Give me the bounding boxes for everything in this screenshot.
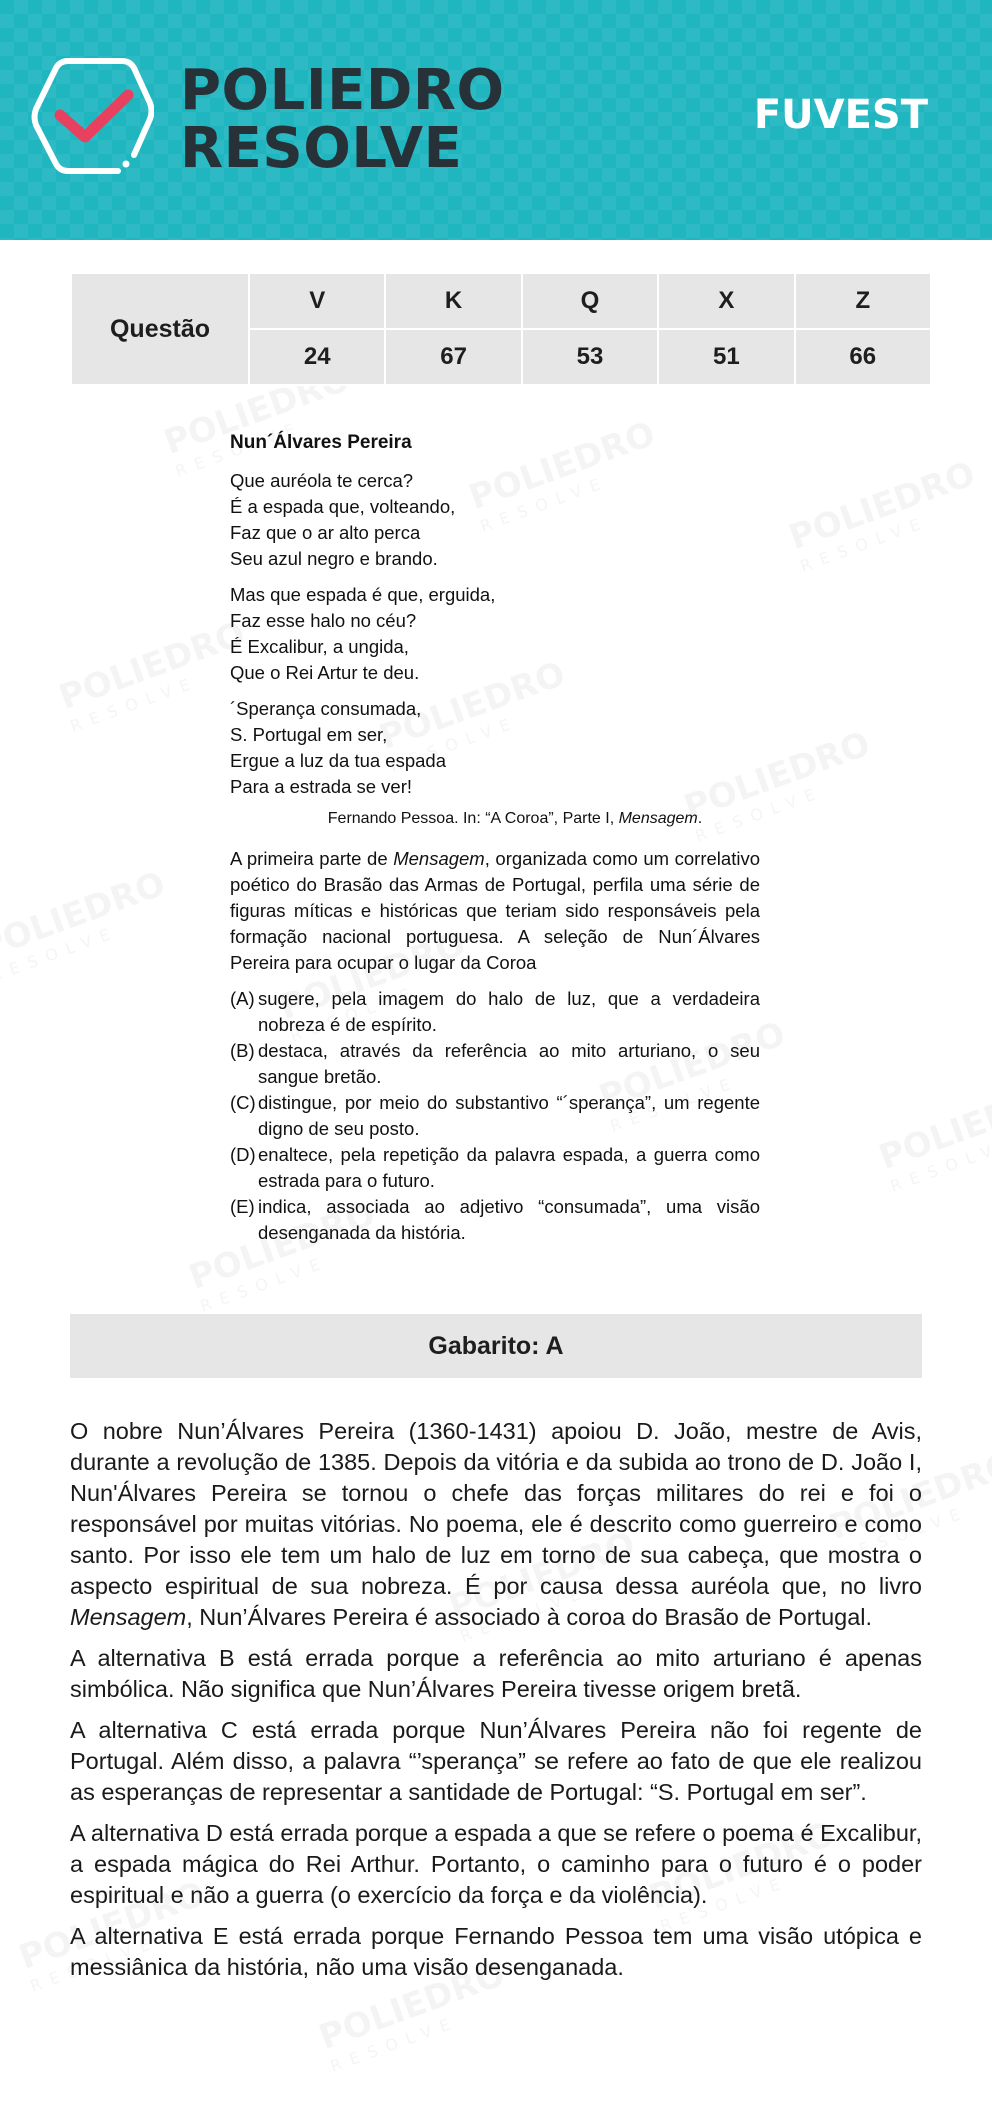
watermark [786,459,989,582]
poem-verse: É a espada que, volteando, [230,496,456,517]
question-number: 66 [795,329,931,385]
poem-verse: ´Sperança consumada, [230,698,422,719]
poem-verse: S. Portugal em ser, [230,724,388,745]
question-number: 24 [249,329,385,385]
poem-verse: É Excalibur, a ungida, [230,636,409,657]
question-number: 51 [658,329,794,385]
poem-stanza [230,468,760,572]
poem-verse: Para a estrada se ver! [230,776,413,797]
resolution-paragraph: A alternativa E está errada porque Fernando Pessoa tem uma visão utópica e messiânica da história, não uma visão desenganada. [70,1923,922,1980]
question-number: 53 [522,329,658,385]
poem-verse: Faz esse halo no céu? [230,610,417,631]
brand-logo-text [180,58,505,181]
question-number: 67 [385,329,521,385]
poem-verse: Mas que espada é que, erguida, [230,584,496,605]
question-number-table [70,272,932,386]
option-letter: (C) [230,1092,256,1113]
watermark [876,1079,992,1202]
poem-stanza [230,582,760,686]
brand-line-1: POLIEDRO [180,58,505,123]
question-content [230,432,760,1246]
poem-verse: Ergue a luz da tua espada [230,750,446,771]
watermark [0,869,179,992]
option-d [230,1142,760,1194]
watermark [56,619,259,742]
version-header: K [385,273,521,329]
poem-verse: Que auréola te cerca? [230,470,414,491]
poem-verse: Que o Rei Artur te deu. [230,662,420,683]
resolution-text [70,1416,922,1993]
version-header: Q [522,273,658,329]
page-header [0,0,992,240]
option-letter: (D) [230,1144,256,1165]
option-letter: (A) [230,988,255,1009]
question-statement: A primeira parte de Mensagem, organizada como um correlativo poético do Brasão das Armas de Portugal, perfila uma série de figuras míticas e históricas que teriam sido responsáveis pela formação nacional portuguesa. A seleção de Nun´Álvares Pereira para ocupar o lugar da Coroa [230,848,760,973]
poem-verse: Faz que o ar alto perca [230,522,421,543]
resolution-paragraph: A alternativa C está errada porque Nun’Álvares Pereira não foi regente de Portugal. Além disso, a palavra “’sperança” se refere ao fato de que ele realizou as esperanças de representar a santidade de Portugal: “S. Portugal em ser”. [70,1717,922,1805]
exam-name: FUVEST [753,92,928,138]
option-letter: (B) [230,1040,255,1061]
option-letter: (E) [230,1196,255,1217]
version-header: Z [795,273,931,329]
option-b [230,1038,760,1090]
resolution-paragraph: O nobre Nun’Álvares Pereira (1360-1431) apoiou D. João, mestre de Avis, durante a revolução de 1385. Depois da vitória e da subida ao trono de D. João I, Nun'Álvares Pereira se tornou o chefe das forças militares do rei e foi o responsável por muitas vitórias. No poema, ele é descrito como guerreiro e como santo. Por isso ele tem um halo de luz em torno de sua cabeça, que mostra o aspecto espiritual de sua nobreza. É por causa dessa auréola que, no livro Mensagem, Nun’Álvares Pereira é associado à coroa do Brasão de Portugal. [70,1418,922,1630]
question-label: Questão [71,273,249,385]
option-text: indica, associada ao adjetivo “consumada”, uma visão desenganada da história. [258,1196,760,1243]
option-text: enaltece, pela repetição da palavra espada, a guerra como estrada para o futuro. [258,1144,760,1191]
poem-stanza [230,696,760,800]
answer-key-banner: Gabarito: A [70,1314,922,1378]
option-text: sugere, pela imagem do halo de luz, que a verdadeira nobreza é de espírito. [258,988,760,1035]
option-text: destaca, através da referência ao mito arturiano, o seu sangue bretão. [258,1040,760,1087]
poem-verse: Seu azul negro e brando. [230,548,438,569]
poem-title: Nun´Álvares Pereira [230,432,412,453]
resolution-paragraph: A alternativa B está errada porque a referência ao mito arturiano é apenas simbólica. Não significa que Nun’Álvares Pereira tivesse origem bretã. [70,1645,922,1702]
resolution-paragraph: A alternativa D está errada porque a espada a que se refere o poema é Excalibur, a espada mágica do Rei Arthur. Portanto, o caminho para o futuro é o poder espiritual e não a guerra (o exercício da força e da violência). [70,1820,922,1908]
checkmark-hexagon-icon [30,55,154,179]
option-a [230,986,760,1038]
option-text: distingue, por meio do substantivo “´sperança”, um regente digno de seu posto. [258,1092,760,1139]
poem-source: Fernando Pessoa. In: “A Coroa”, Parte I, Mensagem. [327,810,703,827]
option-e [230,1194,760,1246]
option-c [230,1090,760,1142]
brand-line-2: RESOLVE [180,116,463,181]
version-header: V [249,273,385,329]
version-header: X [658,273,794,329]
